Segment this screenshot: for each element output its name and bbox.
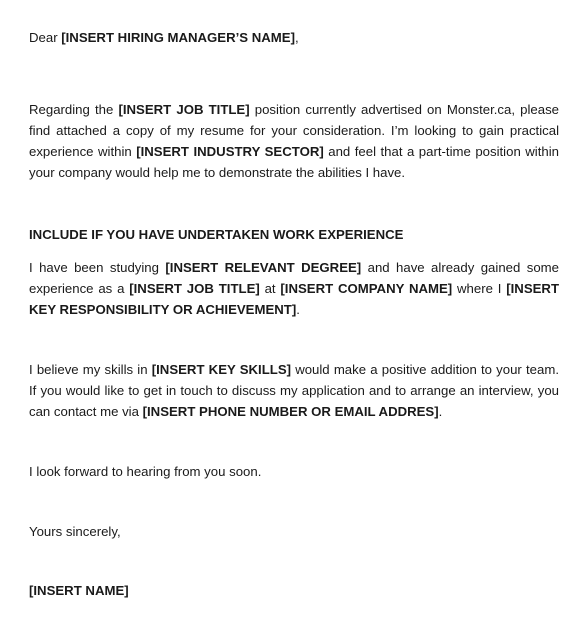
p2-text-2: and have already gained some experience as a bbox=[29, 260, 559, 296]
paragraph-work-experience bbox=[29, 257, 559, 320]
company-name-placeholder: [INSERT COMPANY NAME] bbox=[280, 281, 453, 296]
p1-text-2: position currently advertised on Monster.ca, please find attached a copy of my resume for your consideration. I’m looking to gain practical experience within bbox=[29, 102, 559, 159]
p1-text-3: and feel that a part-time position within your company would help me to demonstrate the abilities I have. bbox=[29, 144, 559, 180]
relevant-degree-placeholder: [INSERT RELEVANT DEGREE] bbox=[165, 260, 362, 275]
p2-text-4: where I bbox=[452, 281, 507, 296]
job-title-placeholder-2: [INSERT JOB TITLE] bbox=[129, 281, 260, 296]
salutation bbox=[29, 27, 299, 48]
signature-placeholder: [INSERT NAME] bbox=[29, 583, 129, 598]
p2-text-5: . bbox=[296, 302, 300, 317]
p2-text-1: I have been studying bbox=[29, 260, 166, 275]
p3-text-2: would make a positive addition to your team. If you would like to get in touch to discuss my application and to arrange an interview, you can contact me via bbox=[29, 362, 559, 419]
hiring-manager-placeholder: [INSERT HIRING MANAGER’S NAME] bbox=[61, 30, 295, 45]
salutation-suffix: , bbox=[294, 30, 299, 45]
p3-text-3: . bbox=[438, 404, 443, 419]
paragraph-job-interest bbox=[29, 99, 559, 183]
p2-text-3: at bbox=[259, 281, 281, 296]
key-skills-placeholder: [INSERT KEY SKILLS] bbox=[151, 362, 292, 377]
responsibility-placeholder: [INSERT KEY RESPONSIBILITY OR ACHIEVEMENT] bbox=[29, 281, 559, 317]
salutation-prefix: Dear bbox=[29, 30, 62, 45]
industry-sector-placeholder: [INSERT INDUSTRY SECTOR] bbox=[136, 144, 324, 159]
section-heading: INCLUDE IF YOU HAVE UNDERTAKEN WORK EXPERIENCE bbox=[29, 227, 404, 242]
closing: Yours sincerely, bbox=[29, 524, 121, 539]
p1-text-1: Regarding the bbox=[29, 102, 119, 117]
contact-placeholder: [INSERT PHONE NUMBER OR EMAIL ADDRES] bbox=[142, 404, 439, 419]
paragraph-skills-contact bbox=[29, 359, 559, 422]
paragraph-look-forward: I look forward to hearing from you soon. bbox=[29, 464, 262, 479]
p3-text-1: I believe my skills in bbox=[29, 362, 152, 377]
job-title-placeholder: [INSERT JOB TITLE] bbox=[118, 102, 250, 117]
